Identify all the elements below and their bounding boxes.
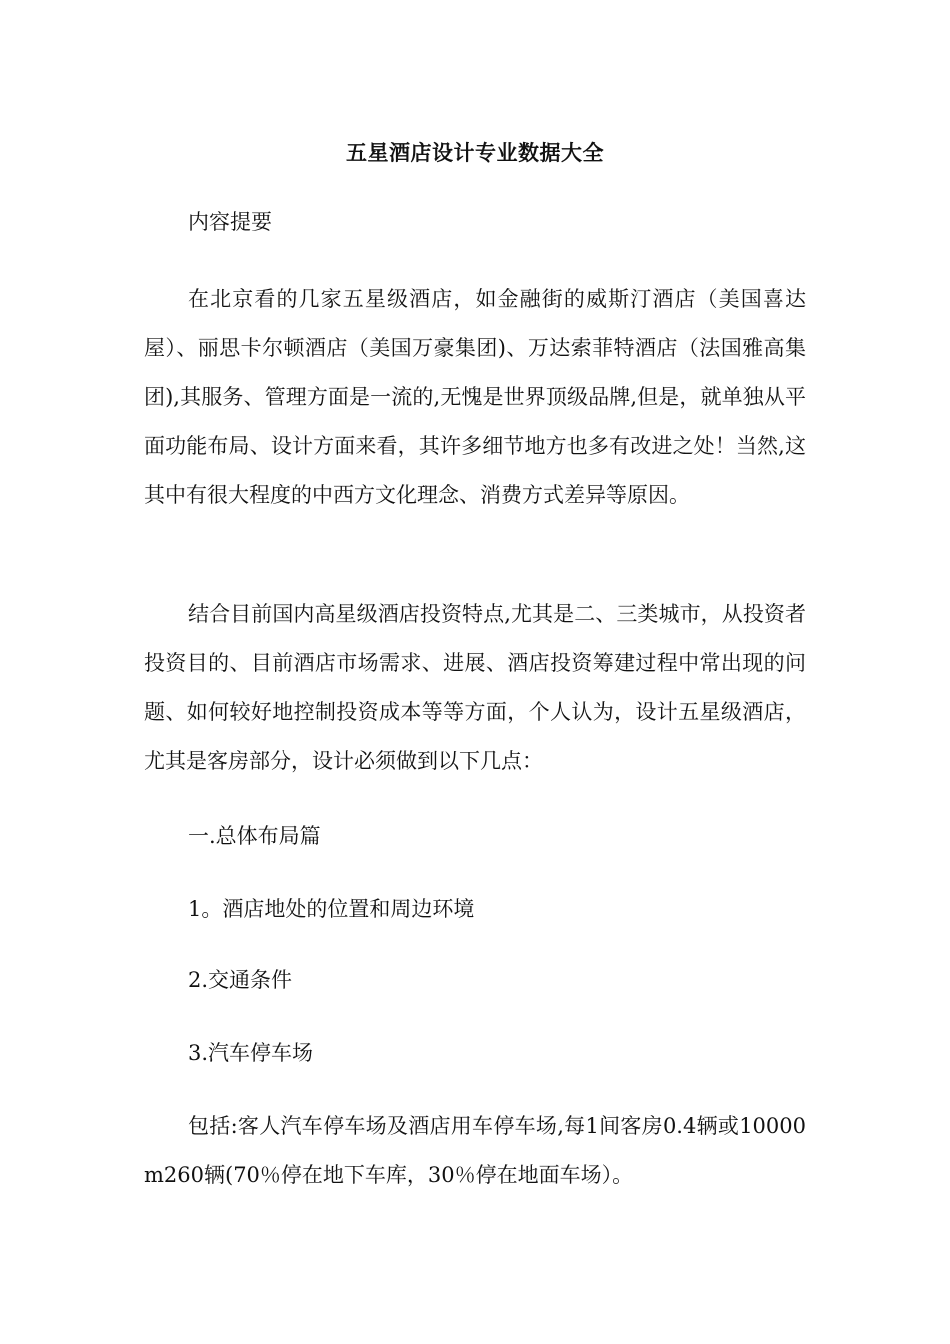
paragraph-investment-points: 结合目前国内高星级酒店投资特点,尤其是二、三类城市，从投资者投资目的、目前酒店市场需求、进展、酒店投资筹建过程中常出现的问题、如何较好地控制投资成本等等方面，个人认为，设计五星级酒店，尤其是客房部分，设计必须做到以下几点： [144, 602, 806, 773]
section-heading-overall-layout: 一.总体布局篇 [188, 824, 321, 848]
list-item-parking: 3.汽车停车场 [188, 1041, 314, 1065]
paragraph-parking-details: 包括:客人汽车停车场及酒店用车停车场,每1间客房0.4辆或10000m260辆(70％停在地下车库，30％停在地面车场）。 [144, 1114, 806, 1187]
list-item-traffic: 2.交通条件 [188, 968, 293, 992]
document-title: 五星酒店设计专业数据大全 [346, 140, 604, 165]
paragraph-summary-heading: 内容提要 [188, 210, 272, 234]
list-item-location: 1。酒店地处的位置和周边环境 [188, 897, 475, 921]
paragraph-beijing-hotels: 在北京看的几家五星级酒店，如金融街的威斯汀酒店（美国喜达屋）、丽思卡尔顿酒店（美国万豪集团)、万达索菲特酒店（法国雅高集团),其服务、管理方面是一流的,无愧是世界顶级品牌,但是，就单独从平面功能布局、设计方面来看，其许多细节地方也多有改进之处！当然,这其中有很大程度的中西方文化理念、消费方式差异等原因。 [144, 287, 806, 507]
